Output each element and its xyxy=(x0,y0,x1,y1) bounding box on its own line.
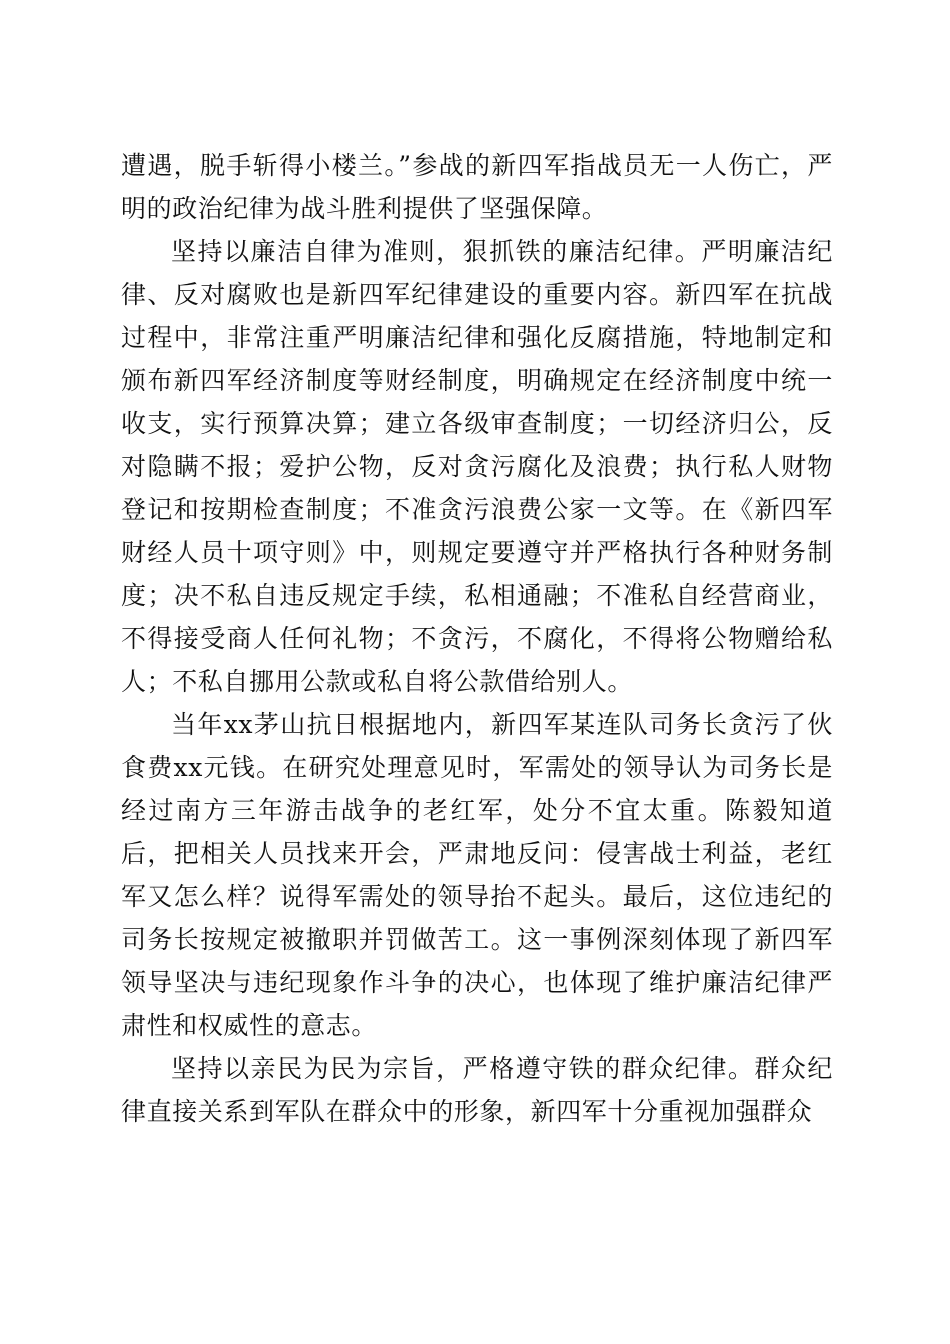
paragraph-4-mass-discipline: 坚持以亲民为民为宗旨，严格遵守铁的群众纪律。群众纪律直接关系到军队在群众中的形象，新四军十分重视加强群众 xyxy=(121,1054,833,1126)
paragraph-1-continuation: 遭遇，脱手斩得小楼兰。”参战的新四军指战员无一人伤亡，严明的政治纪律为战斗胜利提供了坚强保障。 xyxy=(121,151,833,223)
paragraph-2-integrity-discipline: 坚持以廉洁自律为准则，狠抓铁的廉洁纪律。严明廉洁纪律、反对腐败也是新四军纪律建设的重要内容。新四军在抗战过程中，非常注重严明廉洁纪律和强化反腐措施，特地制定和颁布新四军经济制度等财经制度，明确规定在经济制度中统一收支，实行预算决算；建立各级审查制度；一切经济归公，反对隐瞒不报；爱护公物，反对贪污腐化及浪费；执行私人财物登记和按期检查制度；不准贪污浪费公家一文等。在《新四军财经人员十项守则》中，则规定要遵守并严格执行各种财务制度；决不私自违反规定手续，私相通融；不准私自经营商业，不得接受商人任何礼物；不贪污，不腐化，不得将公物赠给私人；不私自挪用公款或私自将公款借给别人。 xyxy=(121,237,833,696)
paragraph-3-maoshan-example: 当年xx茅山抗日根据地内，新四军某连队司务长贪污了伙食费xx元钱。在研究处理意见时，军需处的领导认为司务长是经过南方三年游击战争的老红军，处分不宜太重。陈毅知道后，把相关人员找来开会，严肃地反问：侵害战士利益，老红军又怎么样？说得军需处的领导抬不起头。最后，这位违纪的司务长按规定被撤职并罚做苦工。这一事例深刻体现了新四军领导坚决与违纪现象作斗争的决心，也体现了维护廉洁纪律严肃性和权威性的意志。 xyxy=(121,710,833,1040)
body-text xyxy=(121,144,833,1133)
